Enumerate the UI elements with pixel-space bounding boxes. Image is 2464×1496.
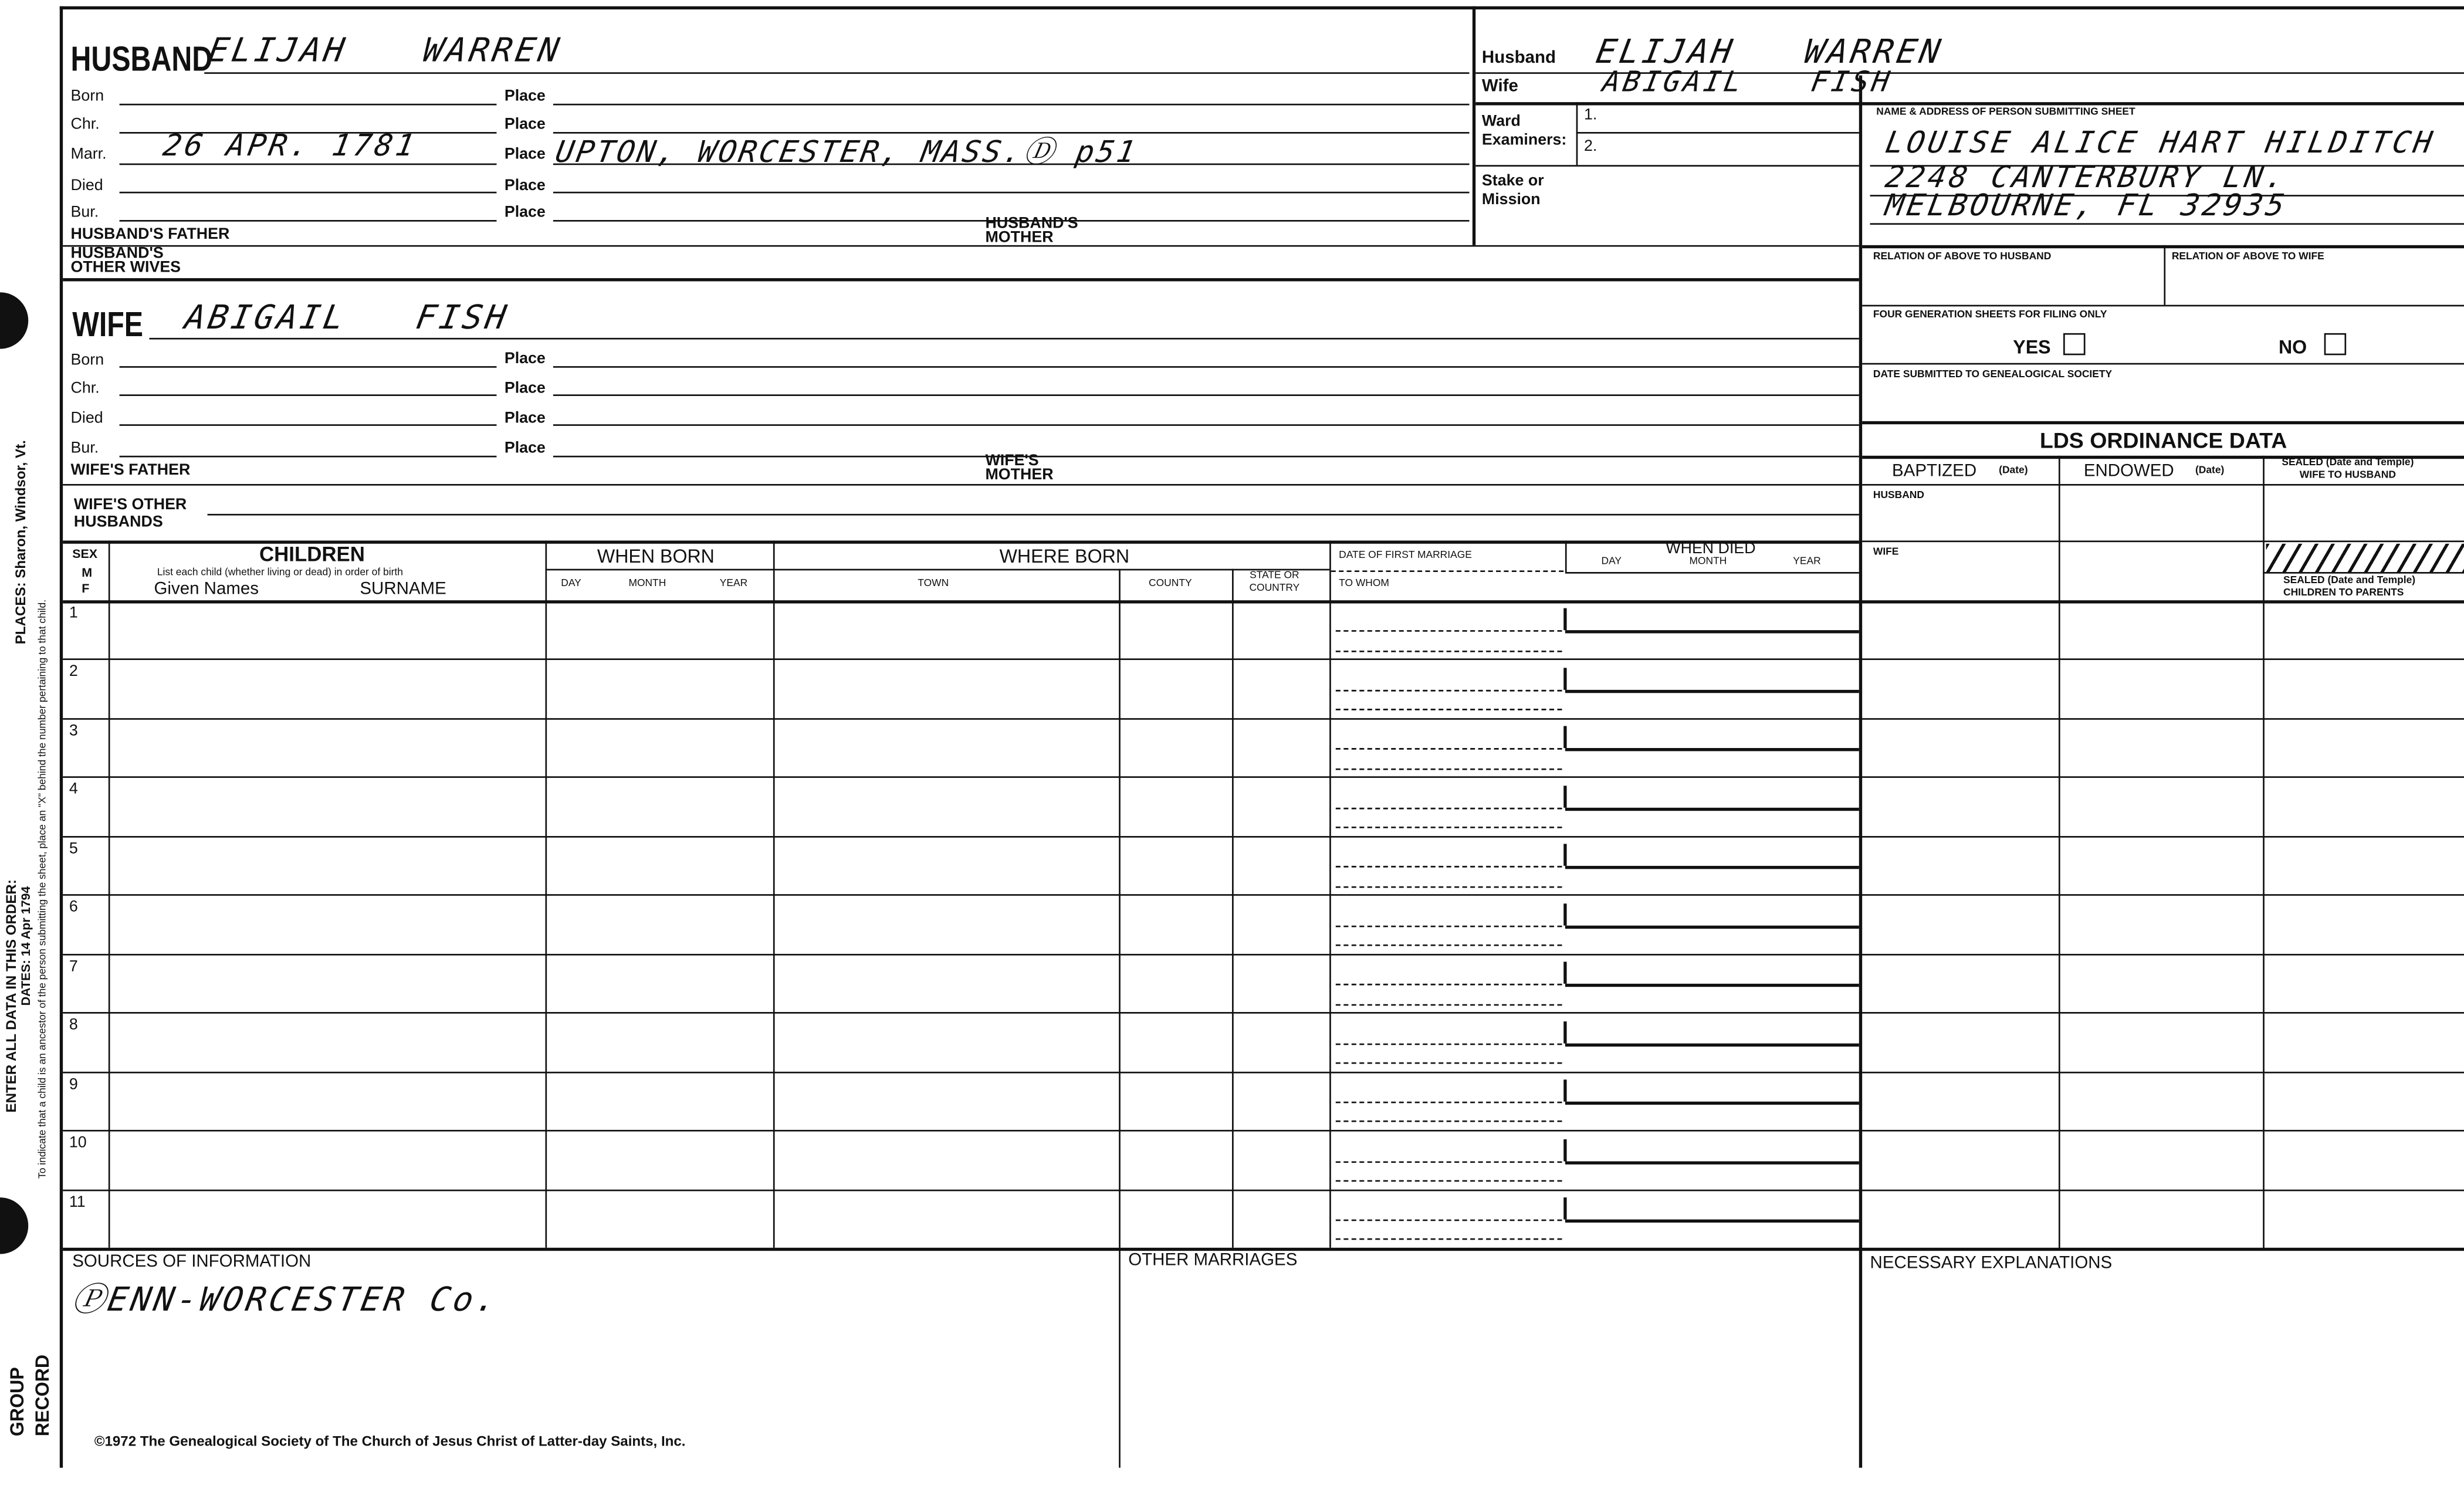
right-wife-line <box>1475 102 2464 105</box>
husband-marr-place-field <box>553 164 1470 165</box>
when-born-label: WHEN BORN <box>597 545 715 567</box>
husband-marr-place[interactable]: UPTON, WORCESTER, MASS.Ⓓ p51 <box>553 135 1140 170</box>
died-month-label: MONTH <box>1689 556 1727 567</box>
stake-mission-label <box>1482 173 1544 211</box>
where-born-label: WHERE BORN <box>999 545 1130 567</box>
to-whom-field[interactable] <box>1336 945 1562 946</box>
to-whom-field[interactable] <box>1336 650 1562 652</box>
lds-title: LDS ORDINANCE DATA <box>2039 427 2287 453</box>
husbands-other-wives-label <box>71 247 181 275</box>
wife-born-place-label: Place <box>504 350 546 368</box>
husband-bur-label: Bur. <box>70 204 99 222</box>
hatched-area <box>2266 544 2464 572</box>
died-date-field[interactable] <box>1565 690 1859 693</box>
wife-chr-field[interactable] <box>120 394 497 396</box>
footer-divider <box>1119 1248 1121 1468</box>
wife-label: WIFE <box>72 304 144 344</box>
died-date-bracket <box>1563 609 1566 631</box>
other-marriages-label: OTHER MARRIAGES <box>1128 1251 1298 1270</box>
died-date-field[interactable] <box>1565 1043 1859 1046</box>
child-row-number: 1 <box>69 605 78 622</box>
wife-died-place-label: Place <box>504 410 546 428</box>
wife-parents-line <box>63 484 1859 486</box>
husband-died-field[interactable] <box>120 192 497 194</box>
top-border <box>60 6 2464 9</box>
husband-died-label: Died <box>70 177 103 195</box>
other-wives-line1: HUSBAND'S <box>70 245 164 263</box>
husband-died-place-label: Place <box>504 177 546 195</box>
four-gen-bottom-line <box>1862 363 2464 365</box>
child-row-number: 2 <box>69 664 78 682</box>
husband-marr-place-label: Place <box>504 146 546 164</box>
children-title: CHILDREN <box>259 542 365 566</box>
child-row-divider <box>63 777 2464 779</box>
child-row-number: 3 <box>69 722 78 740</box>
wife-died-field[interactable] <box>120 424 497 426</box>
to-whom-field[interactable] <box>1336 1180 1562 1182</box>
submitter-label: NAME & ADDRESS OF PERSON SUBMITTING SHEET <box>1876 107 2135 118</box>
wife-died-place-field[interactable] <box>553 424 1859 426</box>
wifes-mother-label <box>985 452 1054 485</box>
child-row-divider <box>63 718 2464 720</box>
header-divider <box>1473 6 1475 245</box>
first-marriage-date-field[interactable] <box>1336 1160 1562 1162</box>
first-marriage-date-field[interactable] <box>1336 631 1562 632</box>
stake-line2: Mission <box>1481 191 1541 209</box>
husband-section-bottom <box>63 278 1859 281</box>
husband-label: HUSBAND <box>70 39 213 79</box>
wife-chr-label: Chr. <box>70 380 100 398</box>
child-row-number: 4 <box>69 781 78 799</box>
husbands-mother-line2: MOTHER <box>985 229 1054 247</box>
county-col-divider <box>1232 569 1234 1248</box>
to-whom-field[interactable] <box>1336 1239 1562 1241</box>
husband-born-field[interactable] <box>120 104 497 106</box>
necessary-explanations-label: NECESSARY EXPLANATIONS <box>1870 1254 2113 1273</box>
child-row-number: 10 <box>69 1135 87 1152</box>
died-date-bracket <box>1563 786 1566 808</box>
dates-note: DATES: 14 Apr 1794 <box>19 886 33 1006</box>
right-husband-value[interactable]: ELIJAH WARREN <box>1593 33 1947 71</box>
sealed-children-line1: SEALED (Date and Temple) <box>2283 575 2416 587</box>
first-marriage-date-field[interactable] <box>1336 984 1562 986</box>
hatched-bottom <box>2263 572 2464 574</box>
group-label: GROUP <box>6 1367 29 1437</box>
right-wife-label: Wife <box>1481 77 1518 96</box>
husband-died-place-field[interactable] <box>553 192 1470 194</box>
sealed-wife-label <box>2282 457 2414 482</box>
first-marriage-date-field[interactable] <box>1336 1043 1562 1045</box>
died-date-bracket <box>1563 1021 1566 1043</box>
husband-born-label: Born <box>70 88 104 106</box>
wifes-mother-line2: MOTHER <box>985 466 1054 485</box>
died-date-bracket <box>1563 1079 1566 1102</box>
lds-wife-label: WIFE <box>1873 547 1899 558</box>
to-whom-field[interactable] <box>1336 1003 1562 1005</box>
to-whom-field[interactable] <box>1336 709 1562 711</box>
ancestor-instruction: To indicate that a child is an ancestor of the person submitting the sheet, place an "X" behind the number pertaining to that child. <box>38 599 49 1179</box>
date-submitted-bottom <box>1862 421 2464 424</box>
yes-label: YES <box>2013 336 2051 358</box>
stake-line1: Stake or <box>1481 172 1544 191</box>
first-marriage-dash <box>1331 570 1563 572</box>
died-date-field[interactable] <box>1565 1220 1859 1223</box>
first-marriage-date-field[interactable] <box>1336 690 1562 692</box>
husband-marr-field <box>120 164 497 165</box>
to-whom-field[interactable] <box>1336 827 1562 828</box>
husbands-mother-line1: HUSBAND'S <box>985 215 1078 233</box>
relation-bottom-line <box>1862 305 2464 307</box>
born-year-label: YEAR <box>719 578 748 590</box>
town-col-divider <box>1119 569 1121 1248</box>
right-wife-value[interactable]: ABIGAIL FISH <box>1600 66 1896 99</box>
state-country-label <box>1249 570 1299 595</box>
died-date-field[interactable] <box>1565 925 1859 928</box>
sex-m: M <box>82 566 93 580</box>
first-marriage-date-field[interactable] <box>1336 1220 1562 1221</box>
child-row-divider <box>63 1012 2464 1014</box>
husband-marr-date[interactable]: 26 APR. 1781 <box>160 128 420 164</box>
relation-wife-label: RELATION OF ABOVE TO WIFE <box>2171 251 2324 263</box>
right-column-divider <box>1859 76 1862 1468</box>
yes-checkbox[interactable] <box>2063 333 2086 356</box>
relation-divider <box>2164 245 2165 305</box>
sealed-children-label <box>2283 575 2415 600</box>
baptized-date-note: (Date) <box>1999 465 2028 476</box>
child-row-divider <box>63 953 2464 955</box>
wifes-other-husbands-label <box>74 496 187 531</box>
submitter-rule-3 <box>1870 223 2464 225</box>
when-died-label: WHEN DIED <box>1666 540 1756 558</box>
to-whom-field[interactable] <box>1336 1121 1562 1123</box>
submitter-line2[interactable]: 2248 CANTERBURY LN. <box>1883 160 2290 195</box>
wife-bur-place-label: Place <box>504 440 546 458</box>
state-line2: COUNTRY <box>1249 583 1300 594</box>
sealed-children-line2: CHILDREN TO PARENTS <box>2283 587 2404 599</box>
died-date-bracket <box>1563 668 1566 690</box>
died-date-bracket <box>1563 727 1566 749</box>
endowed-label: ENDOWED <box>2083 462 2174 481</box>
examiner-2[interactable]: 2. <box>1584 138 1597 156</box>
state-line1: STATE OR <box>1250 570 1299 582</box>
endowed-date-note: (Date) <box>2195 465 2225 476</box>
other-husbands-line1: WIFE'S OTHER <box>73 496 187 514</box>
four-gen-label: FOUR GENERATION SHEETS FOR FILING ONLY <box>1873 309 2107 321</box>
date-submitted-label: DATE SUBMITTED TO GENEALOGICAL SOCIETY <box>1873 369 2113 381</box>
wife-born-label: Born <box>70 352 104 370</box>
sex-label: SEX <box>72 547 98 561</box>
husbands-mother-label <box>985 217 1078 245</box>
child-row-divider <box>63 836 2464 838</box>
first-marriage-date-field[interactable] <box>1336 807 1562 809</box>
husband-born-place-field[interactable] <box>553 104 1470 106</box>
died-header-line <box>1565 572 1859 574</box>
binder-hole <box>0 1197 28 1254</box>
other-husbands-line2: HUSBANDS <box>73 513 163 532</box>
wife-died-label: Died <box>70 410 103 428</box>
wife-born-place-field[interactable] <box>553 366 1859 368</box>
died-date-field[interactable] <box>1565 807 1859 810</box>
sealed-wife-line2: WIFE TO HUSBAND <box>2299 469 2396 481</box>
first-marriage-date-field[interactable] <box>1336 749 1562 750</box>
baptized-label: BAPTIZED <box>1892 462 1977 481</box>
child-row-divider <box>63 659 2464 661</box>
relation-husband-label: RELATION OF ABOVE TO HUSBAND <box>1873 251 2052 263</box>
husband-parents-line <box>63 245 1859 247</box>
husband-name-line <box>204 72 1469 74</box>
sealed-wife-line1: SEALED (Date and Temple) <box>2282 457 2414 469</box>
to-whom-label: TO WHOM <box>1339 578 1389 590</box>
surname-label: SURNAME <box>360 580 446 599</box>
wifes-mother-line1: WIFE'S <box>985 452 1039 470</box>
examiner-1[interactable]: 1. <box>1584 107 1597 124</box>
died-date-bracket <box>1563 962 1566 984</box>
died-date-field[interactable] <box>1565 867 1859 869</box>
binder-hole <box>0 292 28 348</box>
lds-husband-label: HUSBAND <box>1873 490 1924 502</box>
marriage-col-divider <box>1565 540 1567 572</box>
child-row-divider <box>63 1189 2464 1190</box>
husband-name[interactable]: ELIJAH WARREN <box>205 31 565 69</box>
died-date-bracket <box>1563 844 1566 867</box>
died-date-bracket <box>1563 1197 1566 1220</box>
died-date-field[interactable] <box>1565 1160 1859 1163</box>
first-marriage-date-field[interactable] <box>1336 1102 1562 1104</box>
other-wives-line2: OTHER WIVES <box>70 259 181 277</box>
child-row-divider <box>63 1130 2464 1132</box>
husband-chr-place-label: Place <box>504 116 546 134</box>
town-label: TOWN <box>918 578 949 590</box>
child-row-number: 5 <box>69 840 78 858</box>
where-born-sub-line <box>773 569 1329 571</box>
child-row-number: 8 <box>69 1017 78 1034</box>
examiners-label: Examiners: <box>1481 132 1567 150</box>
died-date-field[interactable] <box>1565 1102 1859 1105</box>
child-row-number: 11 <box>69 1193 86 1211</box>
lds-husband-bottom <box>1862 540 2464 542</box>
husband-bur-place-label: Place <box>504 204 546 222</box>
lds-header-bottom <box>1862 484 2464 486</box>
right-husband-label: Husband <box>1481 49 1556 68</box>
wife-bur-place-field[interactable] <box>553 456 1859 458</box>
husband-marr-label: Marr. <box>70 146 107 164</box>
died-date-bracket <box>1563 1139 1566 1161</box>
husband-chr-label: Chr. <box>70 116 100 134</box>
died-date-bracket <box>1563 903 1566 925</box>
sex-f: F <box>82 581 90 596</box>
no-label: NO <box>2278 336 2307 358</box>
wife-chr-place-label: Place <box>504 380 546 398</box>
children-instruction: List each child (whether living or dead) in order of birth <box>157 567 403 578</box>
first-marriage-label: DATE OF FIRST MARRIAGE <box>1339 550 1472 561</box>
relation-top-line <box>1862 245 2464 248</box>
when-born-sub-line <box>545 569 774 571</box>
wife-bur-field[interactable] <box>120 456 497 458</box>
husbands-father-label: HUSBAND'S FATHER <box>70 226 230 244</box>
died-date-field[interactable] <box>1565 631 1859 634</box>
died-day-label: DAY <box>1601 556 1622 567</box>
died-year-label: YEAR <box>1793 556 1821 567</box>
first-marriage-date-field[interactable] <box>1336 925 1562 927</box>
died-date-field[interactable] <box>1565 749 1859 752</box>
examiners-bottom-line <box>1475 165 1859 167</box>
enter-all-note: ENTER ALL DATA IN THIS ORDER: <box>3 879 19 1113</box>
submitter-line1[interactable]: LOUISE ALICE HART HILDITCH <box>1883 126 2438 161</box>
husband-born-place-label: Place <box>504 88 546 106</box>
record-label: RECORD <box>31 1354 54 1437</box>
submitter-line3[interactable]: MELBOURNE, FL 32935 <box>1883 188 2290 224</box>
husband-bur-field[interactable] <box>120 220 497 222</box>
sources-value[interactable]: ⓅENN-WORCESTER Co. <box>69 1281 503 1319</box>
sources-label: SOURCES OF INFORMATION <box>72 1252 312 1271</box>
wife-born-field[interactable] <box>120 366 497 368</box>
given-names-label: Given Names <box>154 580 259 599</box>
places-note: PLACES: Sharon, Windsor, Vt. <box>12 440 29 645</box>
children-header-bottom <box>63 600 2464 603</box>
child-row-divider <box>63 895 2464 896</box>
wifes-father-label: WIFE'S FATHER <box>70 462 191 479</box>
copyright-text: ©1972 The Genealogical Society of The Church of Jesus Christ of Latter-day Saints, Inc. <box>94 1433 686 1449</box>
born-month-label: MONTH <box>628 578 666 590</box>
no-checkbox[interactable] <box>2324 333 2347 356</box>
wife-other-husbands-field[interactable] <box>208 514 1859 516</box>
child-row-number: 9 <box>69 1075 78 1094</box>
child-row-number: 6 <box>69 899 78 917</box>
first-marriage-date-field[interactable] <box>1336 867 1562 868</box>
to-whom-field[interactable] <box>1336 886 1562 888</box>
ward-label: Ward <box>1481 113 1521 131</box>
wife-name[interactable]: ABIGAIL FISH <box>182 298 512 337</box>
child-row-divider <box>63 1071 2464 1073</box>
died-date-field[interactable] <box>1565 984 1859 987</box>
to-whom-field[interactable] <box>1336 1062 1562 1064</box>
county-label: COUNTY <box>1149 578 1192 590</box>
examiner-1-line <box>1576 132 1859 134</box>
wife-name-line <box>149 338 1859 340</box>
wife-chr-place-field[interactable] <box>553 394 1859 396</box>
born-day-label: DAY <box>561 578 581 590</box>
child-row-number: 7 <box>69 958 78 976</box>
to-whom-field[interactable] <box>1336 768 1562 770</box>
wife-bur-label: Bur. <box>70 440 99 458</box>
